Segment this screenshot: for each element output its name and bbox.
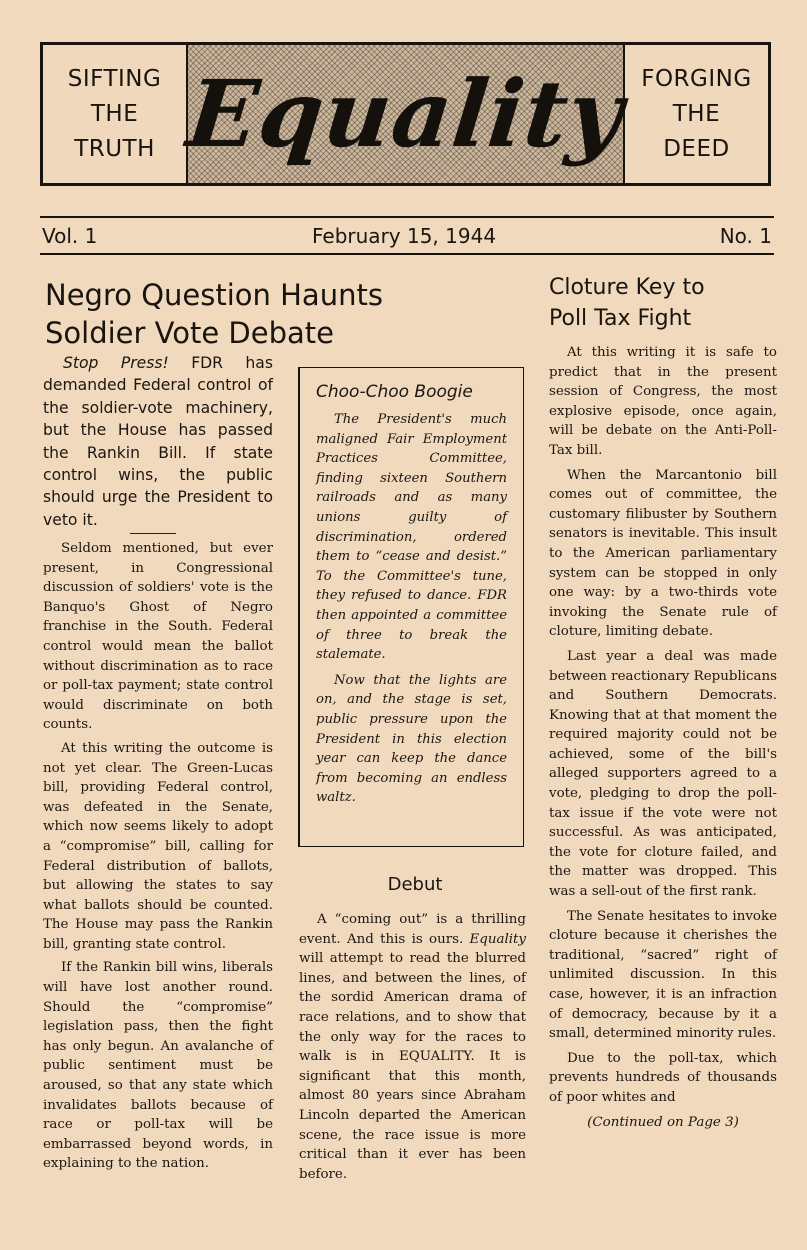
motto-right-line-3: DEED [663, 135, 730, 162]
cloture-headline-line-2: Poll Tax Fight [549, 306, 692, 331]
main-headline [45, 276, 485, 352]
issue-line [40, 224, 774, 252]
masthead-right-motto [625, 45, 768, 183]
masthead [40, 42, 771, 186]
choo-choo-boogie-box [298, 367, 524, 847]
debut-text-end: will attempt to read the blurred lines, and between the lines, of the sordid American drama of race relations, and to show that the only way for the races to walk is in EQUALITY. It is significant that this month, almost 80 years since Abraham Lincoln departed the American scene, the race issue is more critical than it ever has been before. [299, 951, 526, 1182]
main-headline-line-2: Soldier Vote Debate [45, 316, 334, 350]
continued-notice: (Continued on Page 3) [587, 1114, 739, 1130]
article-paragraph: The Senate hesitates to invoke cloture because it cherishes the traditional, “sacred” right of unlimited discussion. In this case, however, it is an infraction of democracy, because by it a small, determined minority rules. [549, 908, 777, 1042]
article-paragraph: When the Marcantonio bill comes out of committee, the customary filibuster by Southern senators is inevitable. This insult to the American parliamentary system can be stopped in only one way: by a two-thirds vote invoking the Senate rule of cloture, limiting debate. [549, 467, 777, 640]
masthead-title-panel [182, 45, 629, 183]
motto-left-line-2: THE [90, 100, 139, 127]
box-body [316, 410, 507, 808]
debut-paragraph [299, 910, 526, 1184]
stop-press-paragraph [43, 352, 273, 531]
masthead-left-motto [43, 45, 186, 183]
article-paragraph: At this writing the outcome is not yet clear. The Green-Lucas bill, providing Federal control, was defeated in the Senate, which now seems likely to adopt a “compromise” bill, calling for Federal distribution of ballots, but allowing the states to say what ballots should be counted. The House may pass the Rankin bill, granting state control. [43, 740, 273, 952]
cloture-article-body [549, 343, 777, 1132]
article-paragraph: At this writing it is safe to predict that in the present session of Congress, the most explosive episode, once again, will be debate on the Anti-Poll-Tax bill. [549, 345, 777, 458]
motto-left-line-1: SIFTING [67, 65, 162, 92]
stop-press-text: FDR has demanded Federal control of the soldier-vote machinery, but the House has passed the Rankin Bill. If state control wins, the public should urge the President to veto it. [43, 354, 273, 529]
motto-right-line-2: THE [672, 100, 721, 127]
debut-text-italic: Equality [469, 931, 526, 947]
motto-right-line-1: FORGING [641, 65, 752, 92]
stop-press-label: Stop Press! [63, 354, 169, 372]
article-paragraph: Due to the poll-tax, which prevents hundreds of thousands of poor whites and [549, 1050, 777, 1105]
main-article-body [43, 539, 273, 1178]
debut-text-start: A “coming out” is a thrilling event. And this is ours. [299, 912, 526, 947]
cloture-headline [549, 272, 789, 334]
box-paragraph: Now that the lights are on, and the stage is set, public pressure upon the President in this election year can keep the dance from becoming an endless waltz. [316, 672, 507, 806]
debut-body [299, 910, 526, 1188]
volume-number: Vol. 1 [42, 224, 98, 248]
box-headline: Choo-Choo Boogie [316, 382, 473, 402]
motto-left-line-3: TRUTH [74, 135, 155, 162]
issue-number: No. 1 [719, 224, 772, 248]
debut-headline: Debut [387, 874, 443, 895]
article-paragraph: Last year a deal was made between reactionary Republicans and Southern Democrats. Knowing that at that moment the required majority could not be achieved, some of the bill's alleged supporters agreed to a vote, pledging to drop the poll-tax issue if the vote were not successful. As was anticipated, the vote for cloture failed, and the matter was dropped. This was a sell-out of the first rank. [549, 648, 777, 900]
cloture-headline-line-1: Cloture Key to [549, 275, 705, 300]
article-paragraph: If the Rankin bill wins, liberals will have lost another round. Should the “compromise” legislation pass, then the fight has only begun. An avalanche of public sentiment must be aroused, so that any state which invalidates ballots because of race or poll-tax will be embarrassed beyond words, in explaining to the nation. [43, 960, 273, 1172]
section-divider [130, 533, 176, 534]
article-paragraph: Seldom mentioned, but ever present, in Congressional discussion of soldiers' vote is the Banquo's Ghost of Negro franchise in the South. Federal control would mean the ballot without discrimination as to race or poll-tax payment; state control would discriminate on both counts. [43, 541, 273, 733]
newspaper-title: Equality [182, 60, 629, 168]
issue-rule-bottom [40, 253, 774, 255]
main-headline-line-1: Negro Question Haunts [45, 278, 383, 312]
issue-date: February 15, 1944 [312, 224, 497, 248]
issue-rule-top [40, 216, 774, 218]
box-paragraph: The President's much maligned Fair Employment Practices Committee, finding sixteen Southern railroads and as many unions guilty of discrimination, ordered them to “cease and desist.” To the Committee's tune, they refused to dance. FDR then appointed a committee of three to break the stalemate. [316, 412, 507, 663]
